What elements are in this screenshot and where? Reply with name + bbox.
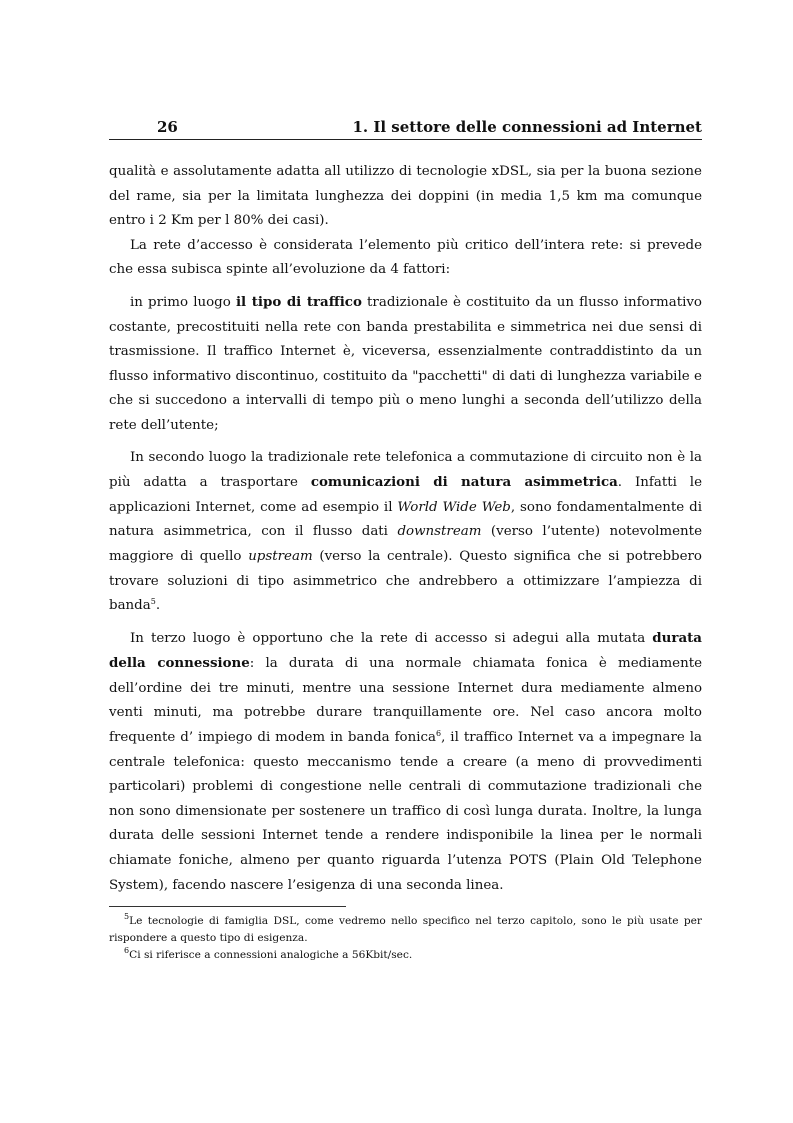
paragraph-1: qualità e assolutamente adatta all utilizzo di tecnologie xDSL, sia per la buona sezione del rame, sia per la limitata lunghezza dei doppini (in media 1,5 km ma comunque entro i 2 Km per l 80% dei casi). xyxy=(109,164,702,229)
text-run: (verso la centrale). Questo significa che si potrebbero trovare soluzioni di tipo asimmetrico che andrebbero a ottimizzare l’ampiezza di banda xyxy=(109,548,702,614)
paragraph-2: La rete d’accesso è considerata l’elemento più critico dell’intera rete: si prevede che essa subisca spinte all’evoluzione da 4 fattori: xyxy=(109,237,702,278)
paragraph-4 xyxy=(109,446,702,619)
paragraph-5 xyxy=(109,626,702,899)
text-run: In terzo luogo è opportuno che la rete di accesso si adegui alla mutata xyxy=(130,630,653,646)
text-run: . Infatti le applicazioni Internet, come ad esempio il xyxy=(109,475,703,515)
bold-term: il tipo di traffico xyxy=(235,293,362,310)
footnotes xyxy=(109,913,702,964)
footnote-text: Le tecnologie di famiglia DSL, come vedremo nello specifico nel terzo capitolo, sono le più usate per rispondere a questo tipo di esigenza. xyxy=(109,915,702,945)
text-run: : la durata di una normale chiamata fonica è mediamente dell’ordine dei tre minuti, mentre una sessione Internet dura mediamente almeno venti minuti, ma potrebbe durare tranquillamente ore. Nel caso ancora molto frequente d’ impiego di modem in banda fonica xyxy=(109,656,703,746)
text-run: in primo luogo xyxy=(130,294,236,310)
footnote xyxy=(109,913,702,947)
italic-term: downstream xyxy=(397,524,482,540)
footnote-mark: 5 xyxy=(124,912,130,922)
footnote-ref: 5 xyxy=(150,597,156,607)
text-run: tradizionale è costituito da un flusso informativo costante, precostituiti nella rete con banda prestabilita e simmetrica nei due sensi di trasmissione. Il traffico Internet è, viceversa, essenzialmente contraddistinto da un flusso informativo discontinuo, costituito da "pacchetti" di dati di lunghezza variabile e che si succedono a intervalli di tempo più o meno lunghi a seconda dell’utilizzo della rete dell’utente; xyxy=(109,294,702,433)
body-text xyxy=(109,160,702,898)
footnote-divider xyxy=(109,906,346,907)
running-header xyxy=(109,118,702,140)
text-run: . xyxy=(155,598,161,614)
text-run: In secondo luogo la tradizionale rete telefonica a commutazione di circuito non è la più adatta a trasportare xyxy=(109,449,702,491)
italic-term: World Wide Web xyxy=(397,499,511,515)
chapter-title: 1. Il settore delle connessioni ad Internet xyxy=(352,118,702,136)
text-run: , il traffico Internet va a impegnare la centrale telefonica: questo meccanismo tende a creare (a meno di provvedimenti particolari) problemi di congestione nelle centrali di commutazione tradizionali che non sono dimensionate per sostenere un traffico di così lunga durata. Inoltre, la lunga durata delle sessioni Internet tende a rendere indisponibile la linea per le normali chiamate foniche, almeno per quanto riguarda l’utenza POTS (Plain Old Telephone System), facendo nascere l’esigenza di una seconda linea. xyxy=(109,730,702,893)
footnote-text: Ci si riferisce a connessioni analogiche a 56Kbit/sec. xyxy=(129,949,413,962)
page-number: 26 xyxy=(157,118,178,136)
footnote-mark: 6 xyxy=(124,946,130,956)
italic-term: upstream xyxy=(248,548,313,564)
text-run: (verso l’utente) notevolmente maggiore di quello xyxy=(109,524,702,564)
text-run: , sono fondamentalmente di natura asimmetrica, con il flusso dati xyxy=(109,499,702,540)
footnote-ref: 6 xyxy=(436,729,442,739)
page xyxy=(109,118,702,964)
paragraph-3 xyxy=(109,290,702,439)
bold-term: durata della connessione xyxy=(109,629,702,672)
bold-term: comunicazioni di natura asimmetrica xyxy=(310,474,618,491)
footnote xyxy=(109,947,702,964)
